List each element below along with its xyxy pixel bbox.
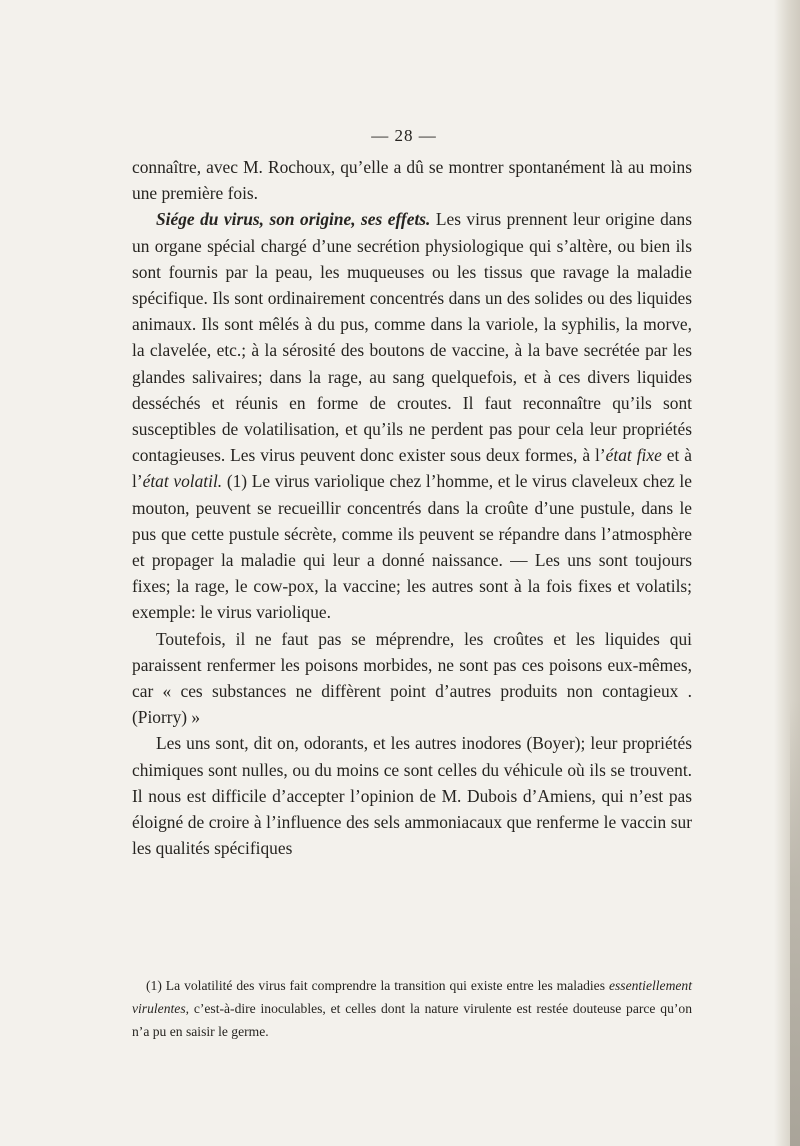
paragraph-2-part-b: et à l’ <box>132 445 693 492</box>
section-heading: Siége du virus, son origine, ses effets. <box>156 209 431 230</box>
footnote-part-a: (1) La volatilité des virus fait comprendre la transition qui existe entre les maladies <box>146 978 609 993</box>
paragraph-2-italic-1: état fixe <box>605 445 662 466</box>
paragraph-2-part-a: Les virus prennent leur origine dans un organe spécial chargé d’une secrétion physiologique qui s’altère, ou bien ils sont fournis par la peau, les muqueuses ou les tissus que ravage la maladie spécifique. Ils sont ordinairement concentrés dans un des solides ou des liquides animaux. Ils sont mêlés à du pus, comme dans la variole, la syphilis, la morve, la clavelée, etc.; à la sérosité des boutons de vaccine, à la bave secrétée par les glandes salivaires; dans la rage, au sang quelquefois, et à ces divers liquides desséchés et réunis en forme de croutes. Il faut reconnaître qu’ils sont susceptibles de volatilisation, et qu’ils ne perdent pas pour cela leur propriétés contagieuses. Les virus peuvent donc exister sous deux formes, à l’ <box>132 209 692 466</box>
paragraph-1: connaître, avec M. Rochoux, qu’elle a dû se montrer spontanément là au moins une première fois. <box>132 157 692 204</box>
footnote-1 <box>132 974 692 1043</box>
page-edge-binding <box>790 700 800 1146</box>
footnote-part-b: , c’est-à-dire inoculables, et celles dont la nature virulente est restée douteuse parce qu’on n’a pu en saisir le germe. <box>132 1001 692 1039</box>
paragraph-2-italic-2: état volatil. <box>142 471 223 492</box>
footnote-italic: essentiellement virulentes <box>132 978 692 1016</box>
paragraph-3: Toutefois, il ne faut pas se méprendre, les croûtes et les liquides qui paraissent renfermer les poisons morbides, ne sont pas ces poisons eux-mêmes, car « ces substances ne diffèrent point d’autres produits non contagieux .(Piorry) » <box>132 628 692 728</box>
paragraph-2-part-c: (1) Le virus variolique chez l’homme, et le virus claveleux chez le mouton, peuvent se recueillir concentrés dans la croûte d’une pustule, dans le pus que cette pustule sécrète, comme ils peuvent se répandre dans l’atmosphère et propager la maladie qui leur a donné naissance. — Les uns sont toujours fixes; la rage, le cow-pox, la vaccine; les autres sont à la fois fixes et volatils; exemple: le virus variolique. <box>132 471 692 623</box>
footnote <box>132 974 692 1043</box>
main-text <box>132 154 692 861</box>
page-number: — 28 — <box>371 126 437 145</box>
paragraph-2 <box>132 206 692 625</box>
paragraph-4: Les uns sont, dit on, odorants, et les autres inodores (Boyer); leur propriétés chimiques sont nulles, ou du moins ce sont celles du véhicule où ils se trouvent. Il nous est difficile d’accepter l’opinion de M. Dubois d’Amiens, qui n’est pas éloigné de croire à l’influence des sels ammoniacaux que renferme le vaccin sur les qualités spécifiques <box>132 733 692 859</box>
